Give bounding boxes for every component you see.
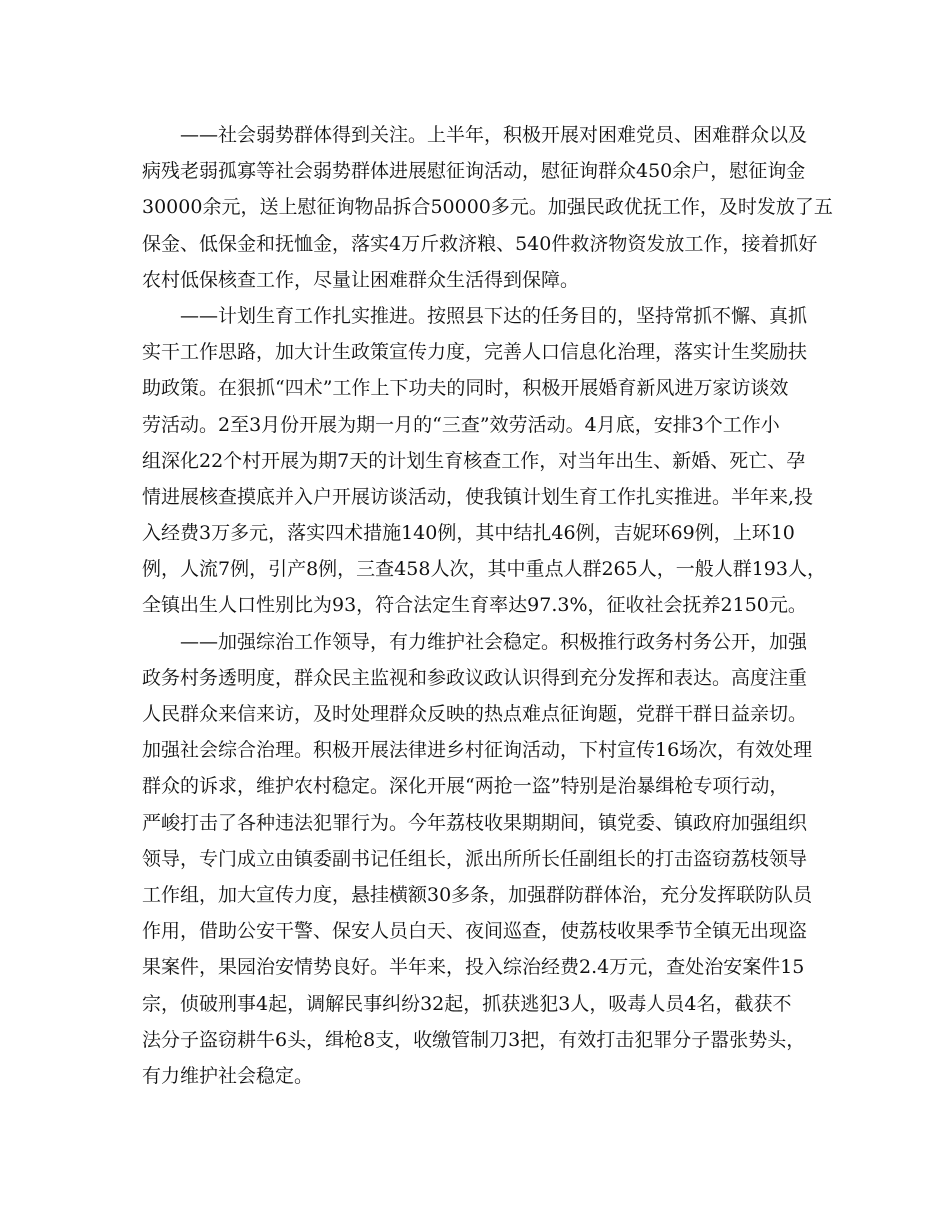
text-line: 工作组，加大宣传力度，悬挂横额30多条，加强群防群体治，充分发挥联防队员 [142,883,813,906]
text-line: 有力维护社会稳定。 [142,1064,314,1087]
text-line: 实干工作思路，加大计生政策宣传力度，完善人口信息化治理，落实计生奖励扶 [142,341,808,364]
text-line: 果案件，果园治安情势良好。半年来，投入综治经费2.4万元，查处治安案件15 [142,956,805,979]
text-line: 30000余元，送上慰征询物品拆合50000多元。加强民政优抚工作，及时发放了五 [142,196,833,219]
text-line: 政务村务透明度，群众民主监视和参政议政认识得到充分发挥和表达。高度注重 [142,666,808,689]
paragraph-social-welfare [142,117,833,298]
text-line: 全镇出生人口性别比为93，符合法定生育率达97.3%，征收社会抚养2150元。 [142,594,807,617]
text-line: 助政策。在狠抓“四术”工作上下功夫的同时，积极开展婚育新风进万家访谈效 [142,377,789,400]
text-line: 加强社会综合治理。积极开展法律进乡村征询活动，下村宣传16场次，有效处理 [142,739,813,762]
text-line: ——社会弱势群体得到关注。上半年，积极开展对困难党员、困难群众以及 [180,124,808,146]
text-line: ——计划生育工作扎实推进。按照县下达的任务目的，坚持常抓不懈、真抓 [180,304,808,327]
text-line: 人民群众来信来访，及时处理群众反映的热点难点征询题，党群干群日益亲切。 [142,703,808,725]
text-line: 组深化22个村开展为期7天的计划生育核查工作，对当年出生、新婚、死亡、孕 [142,449,806,472]
paragraph-family-planning [142,298,826,624]
text-line: 情进展核查摸底并入户开展访谈活动，使我镇计划生育工作扎实推进。半年来,投 [142,485,814,508]
text-line: ——加强综治工作领导，有力维护社会稳定。积极推行政务村务公开，加强 [180,630,808,653]
text-line: 作用，借助公安干警、保安人员白天、夜间巡查，使荔枝收果季节全镇无出现盗 [142,920,808,943]
document-body [142,117,833,1094]
text-line: 宗，侦破刑事4起，调解民事纠纷32起，抓获逃犯3人，吸毒人员4名，截获不 [142,992,792,1015]
text-line: 群众的诉求，维护农村稳定。深化开展“两抢一盗”特别是治暴缉枪专项行动， [142,775,789,798]
text-line: 劳活动。2至3月份开展为期一月的“三查”效劳活动。4月底，安排3个工作小 [142,413,780,436]
paragraph-public-security [142,624,814,1094]
text-line: 保金、低保金和抚恤金，落实4万斤救济粮、540件救济物资发放工作，接着抓好 [142,232,818,255]
text-line: 严峻打击了各种违法犯罪行为。今年荔枝收果期期间，镇党委、镇政府加强组织 [142,811,808,834]
text-line: 病残老弱孤寡等社会弱势群体进展慰征询活动，慰征询群众450余户，慰征询金 [142,160,806,183]
text-line: 例，人流7例，引产8例，三查458人次，其中重点人群265人，一般人群193人， [142,558,826,581]
text-line: 法分子盗窃耕牛6头，缉枪8支，收缴管制刀3把，有效打击犯罪分子嚣张势头， [142,1028,806,1051]
text-line: 农村低保核查工作，尽量让困难群众生活得到保障。 [142,268,580,291]
text-line: 入经费3万多元，落实四术措施140例，其中结扎46例，吉妮环69例，上环10 [142,522,795,545]
text-line: 领导，专门成立由镇委副书记任组长，派出所所长任副组长的打击盗窃荔枝领导 [142,847,808,870]
